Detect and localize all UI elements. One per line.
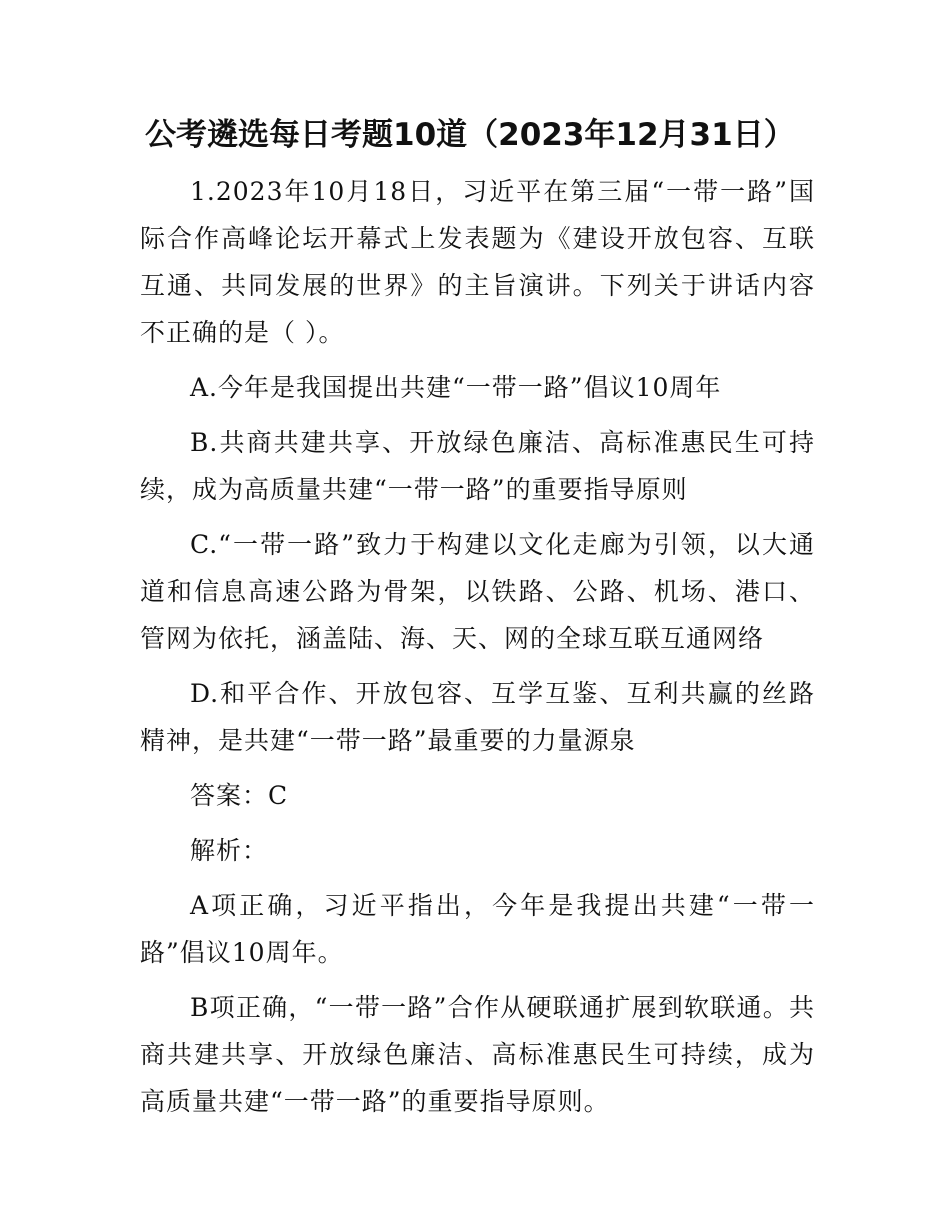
analysis-b: B项正确，“一带一路”合作从硬联通扩展到软联通。共商共建共享、开放绿色廉洁、高标准惠民生可持续，成为高质量共建“一带一路”的重要指导原则。 (140, 993, 815, 1116)
option-c: C.“一带一路”致力于构建以文化走廊为引领，以大通道和信息高速公路为骨架，以铁路、公路、机场、港口、管网为依托，涵盖陆、海、天、网的全球互联互通网络 (140, 530, 815, 653)
analysis-label: 解析： (190, 836, 269, 865)
document-body (140, 168, 815, 1133)
option-b: B.共商共建共享、开放绿色廉洁、高标准惠民生可持续，成为高质量共建“一带一路”的重要指导原则 (140, 428, 815, 504)
analysis-a: A项正确，习近平指出，今年是我提出共建“一带一路”倡议10周年。 (140, 891, 815, 967)
option-d: D.和平合作、开放包容、互学互鉴、互利共赢的丝路精神，是共建“一带一路”最重要的力量源泉 (140, 679, 815, 755)
option-a: A.今年是我国提出共建“一带一路”倡议10周年 (190, 373, 722, 402)
page-title: 公考遴选每日考题10道（2023年12月31日） (145, 117, 795, 153)
question-stem: 1.2023年10月18日，习近平在第三届“一带一路”国际合作高峰论坛开幕式上发表题为《建设开放包容、互联互通、共同发展的世界》的主旨演讲。下列关于讲话内容不正确的是（ ）。 (140, 177, 815, 347)
answer-line: 答案：C (190, 781, 289, 810)
